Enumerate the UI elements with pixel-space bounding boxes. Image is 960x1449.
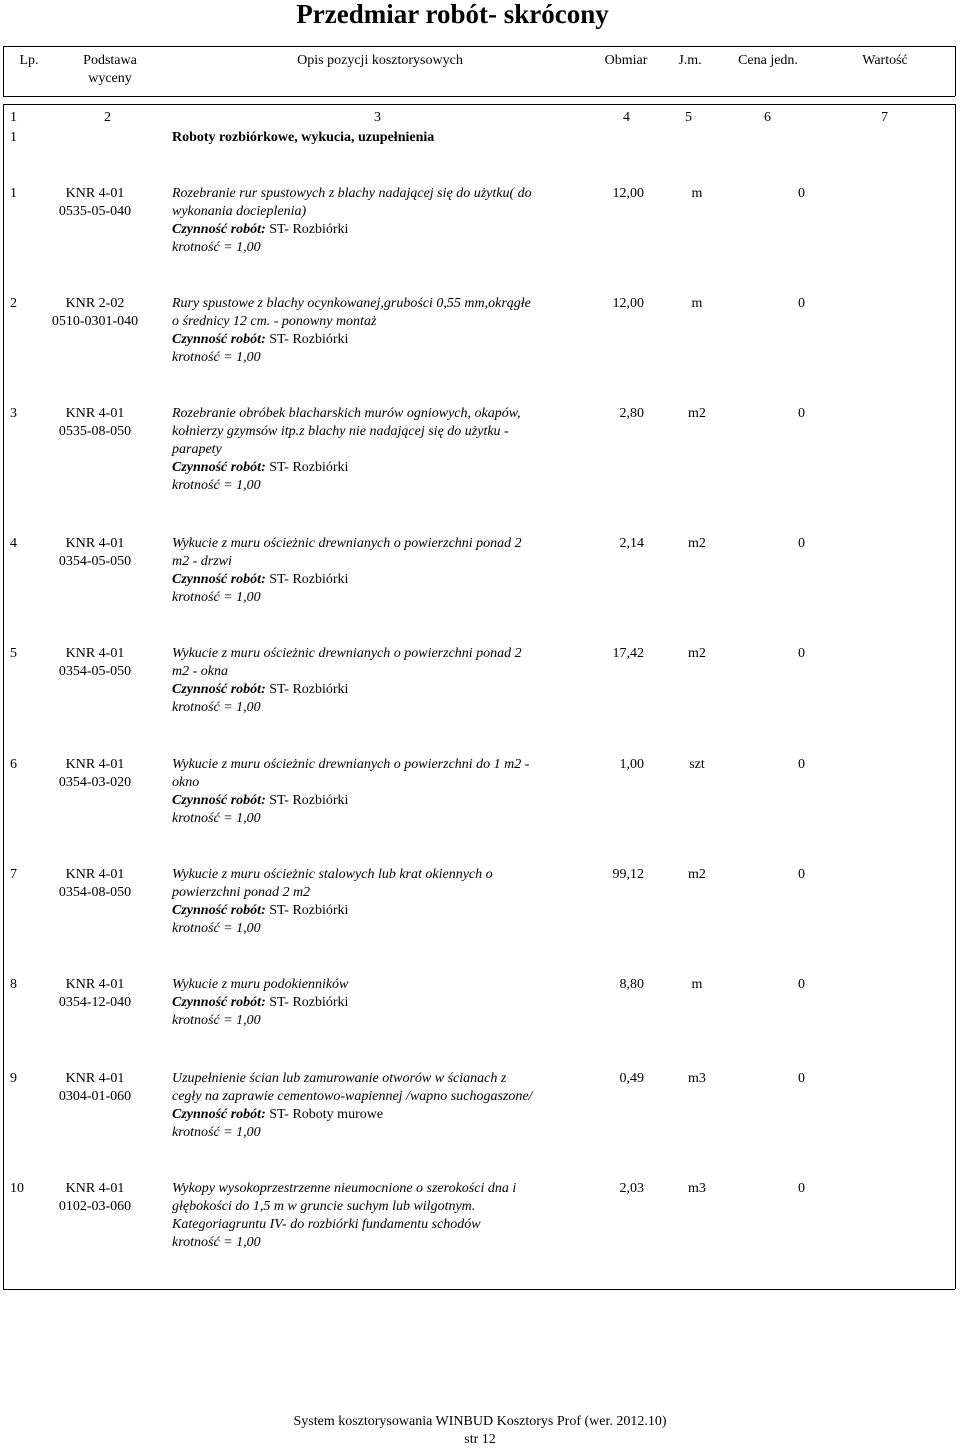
section-title: Roboty rozbiórkowe, wykucia, uzupełnienia (172, 130, 435, 145)
description-line: powierzchni ponad 2 m2 (172, 885, 311, 900)
header-lp: Lp. (19, 53, 39, 68)
row-basis-catalog: KNR 4-01 (65, 1181, 125, 1196)
work-type-label: Czynność robót: (172, 682, 266, 697)
description-line: kołnierzy gzymsów itp.z blachy nie nadającej się do użytku - (172, 424, 509, 439)
row-quantity: 12,00 (612, 186, 644, 201)
work-type-label: Czynność robót: (172, 460, 266, 475)
work-type (172, 1106, 592, 1124)
row-quantity: 2,80 (619, 406, 644, 421)
description-line: Wykucie z muru ościeżnic stalowych lub krat okiennych o (172, 867, 493, 882)
work-type-label: Czynność robót: (172, 222, 266, 237)
row-description (172, 976, 592, 1030)
multiplier: krotność = 1,00 (172, 350, 261, 365)
row-basis-catalog: KNR 4-01 (65, 867, 125, 882)
row-unit-price: 0 (798, 977, 805, 992)
row-quantity: 12,00 (612, 296, 644, 311)
work-type-value: ST- Rozbiórki (269, 903, 349, 918)
row-description (172, 185, 592, 257)
row-basis-code: 0354-05-050 (58, 554, 132, 569)
row-description (172, 1180, 592, 1252)
work-type (172, 902, 592, 920)
work-type-value: ST- Rozbiórki (269, 460, 349, 475)
row-unit: m3 (688, 1071, 706, 1086)
description-line: wykonania docieplenia) (172, 204, 307, 219)
work-type-value: ST- Rozbiórki (269, 995, 349, 1010)
row-unit: m2 (688, 406, 706, 421)
work-type-label: Czynność robót: (172, 1107, 266, 1122)
work-type (172, 331, 592, 349)
row-description (172, 1070, 592, 1142)
colnum-1: 1 (10, 110, 17, 125)
row-unit: m (691, 977, 703, 992)
row-unit: m3 (688, 1181, 706, 1196)
description-line: Wykopy wysokoprzestrzenne nieumocnione o szerokości dna i (172, 1181, 517, 1196)
description-line: m2 - drzwi (172, 554, 232, 569)
row-lp: 1 (10, 186, 17, 201)
row-basis-code: 0304-01-060 (58, 1089, 132, 1104)
description-line: Rozebranie obróbek blacharskich murów ogniowych, okapów, (172, 406, 521, 421)
row-lp: 3 (10, 406, 17, 421)
row-unit-price: 0 (798, 1071, 805, 1086)
work-type-label: Czynność robót: (172, 995, 266, 1010)
description-line: Rozebranie rur spustowych z blachy nadającej się do użytku( do (172, 186, 532, 201)
row-description (172, 535, 592, 607)
row-lp: 6 (10, 757, 17, 772)
row-lp: 5 (10, 646, 17, 661)
row-basis-code: 0354-12-040 (58, 995, 132, 1010)
work-type-label: Czynność robót: (172, 793, 266, 808)
row-unit-price: 0 (798, 867, 805, 882)
footer-page: str 12 (464, 1432, 496, 1447)
row-lp: 4 (10, 536, 17, 551)
row-unit: szt (689, 757, 705, 772)
row-basis-code: 0510-0301-040 (51, 314, 139, 329)
description-line: Wykucie z muru ościeżnic drewnianych o powierzchni do 1 m2 - (172, 757, 530, 772)
multiplier: krotność = 1,00 (172, 811, 261, 826)
colnum-4: 4 (623, 110, 630, 125)
row-basis-catalog: KNR 4-01 (65, 977, 125, 992)
description-line: okno (172, 775, 200, 790)
work-type-value: ST- Rozbiórki (269, 572, 349, 587)
row-unit-price: 0 (798, 186, 805, 201)
multiplier: krotność = 1,00 (172, 478, 261, 493)
multiplier: krotność = 1,00 (172, 590, 261, 605)
header-opis: Opis pozycji kosztorysowych (297, 53, 463, 68)
work-type-label: Czynność robót: (172, 572, 266, 587)
footer-system: System kosztorysowania WINBUD Kosztorys Prof (wer. 2012.10) (293, 1414, 667, 1429)
work-type (172, 792, 592, 810)
row-basis-catalog: KNR 4-01 (65, 536, 125, 551)
row-unit-price: 0 (798, 536, 805, 551)
description-line: Rury spustowe z blachy ocynkowanej,grubości 0,55 mm,okrągłe (172, 296, 531, 311)
row-basis-code: 0102-03-060 (58, 1199, 132, 1214)
row-unit: m (691, 186, 703, 201)
row-description (172, 645, 592, 717)
multiplier: krotność = 1,00 (172, 240, 261, 255)
row-unit: m2 (688, 867, 706, 882)
multiplier: krotność = 1,00 (172, 921, 261, 936)
work-type (172, 571, 592, 589)
row-basis-catalog: KNR 4-01 (65, 406, 125, 421)
row-description (172, 295, 592, 367)
row-quantity: 17,42 (612, 646, 644, 661)
row-quantity: 2,14 (619, 536, 644, 551)
colnum-5: 5 (685, 110, 692, 125)
multiplier: krotność = 1,00 (172, 1125, 261, 1140)
row-description (172, 405, 592, 495)
row-basis-catalog: KNR 4-01 (65, 1071, 125, 1086)
work-type (172, 459, 592, 477)
row-basis-code: 0354-05-050 (58, 664, 132, 679)
row-basis-catalog: KNR 2-02 (65, 296, 125, 311)
work-type (172, 681, 592, 699)
work-type-value: ST- Rozbiórki (269, 332, 349, 347)
row-description (172, 756, 592, 828)
row-basis-code: 0354-08-050 (58, 885, 132, 900)
multiplier: krotność = 1,00 (172, 700, 261, 715)
work-type-label: Czynność robót: (172, 903, 266, 918)
work-type-value: ST- Rozbiórki (269, 222, 349, 237)
row-basis-catalog: KNR 4-01 (65, 186, 125, 201)
row-lp: 2 (10, 296, 17, 311)
section-number: 1 (10, 130, 17, 145)
page-title: Przedmiar robót- skrócony (296, 0, 609, 29)
description-line: parapety (172, 442, 222, 457)
work-type-value: ST- Rozbiórki (269, 793, 349, 808)
header-wartosc: Wartość (862, 53, 908, 68)
colnum-6: 6 (764, 110, 771, 125)
work-type-label: Czynność robót: (172, 332, 266, 347)
row-lp: 10 (10, 1181, 24, 1196)
row-basis-catalog: KNR 4-01 (65, 646, 125, 661)
description-line: Kategoriagruntu IV- do rozbiórki fundamentu schodów (172, 1217, 481, 1232)
row-lp: 7 (10, 867, 17, 882)
row-unit: m (691, 296, 703, 311)
row-quantity: 99,12 (612, 867, 644, 882)
row-basis-code: 0535-08-050 (58, 424, 132, 439)
description-line: m2 - okna (172, 664, 228, 679)
row-basis-catalog: KNR 4-01 (65, 757, 125, 772)
description-line: Wykucie z muru ościeżnic drewnianych o powierzchni ponad 2 (172, 536, 522, 551)
header-podstawa: Podstawa (83, 53, 137, 68)
row-description (172, 866, 592, 938)
row-lp: 9 (10, 1071, 17, 1086)
row-unit-price: 0 (798, 646, 805, 661)
description-line: cegły na zaprawie cementowo-wapiennej /wapno suchogaszone/ (172, 1089, 533, 1104)
row-quantity: 2,03 (619, 1181, 644, 1196)
description-line: Wykucie z muru ościeżnic drewnianych o powierzchni ponad 2 (172, 646, 522, 661)
description-line: głębokości do 1,5 m w gruncie suchym lub wilgotnym. (172, 1199, 476, 1214)
description-line: Wykucie z muru podokienników (172, 977, 349, 992)
row-unit-price: 0 (798, 1181, 805, 1196)
colnum-2: 2 (104, 110, 111, 125)
multiplier: krotność = 1,00 (172, 1013, 261, 1028)
header-cena: Cena jedn. (738, 53, 798, 68)
header-wyceny: wyceny (88, 71, 132, 86)
row-lp: 8 (10, 977, 17, 992)
work-type (172, 994, 592, 1012)
row-quantity: 1,00 (619, 757, 644, 772)
description-line: o średnicy 12 cm. - ponowny montaż (172, 314, 377, 329)
row-unit-price: 0 (798, 406, 805, 421)
work-type-value: ST- Rozbiórki (269, 682, 349, 697)
row-basis-code: 0354-03-020 (58, 775, 132, 790)
row-quantity: 0,49 (619, 1071, 644, 1086)
work-type-value: ST- Roboty murowe (269, 1107, 384, 1122)
description-line: Uzupełnienie ścian lub zamurowanie otworów w ścianach z (172, 1071, 507, 1086)
row-unit-price: 0 (798, 757, 805, 772)
row-quantity: 8,80 (619, 977, 644, 992)
header-obmiar: Obmiar (604, 53, 648, 68)
row-basis-code: 0535-05-040 (58, 204, 132, 219)
row-unit: m2 (688, 536, 706, 551)
colnum-3: 3 (374, 110, 381, 125)
work-type (172, 221, 592, 239)
row-unit-price: 0 (798, 296, 805, 311)
row-unit: m2 (688, 646, 706, 661)
colnum-7: 7 (881, 110, 888, 125)
multiplier: krotność = 1,00 (172, 1235, 261, 1250)
header-jm: J.m. (678, 53, 702, 68)
